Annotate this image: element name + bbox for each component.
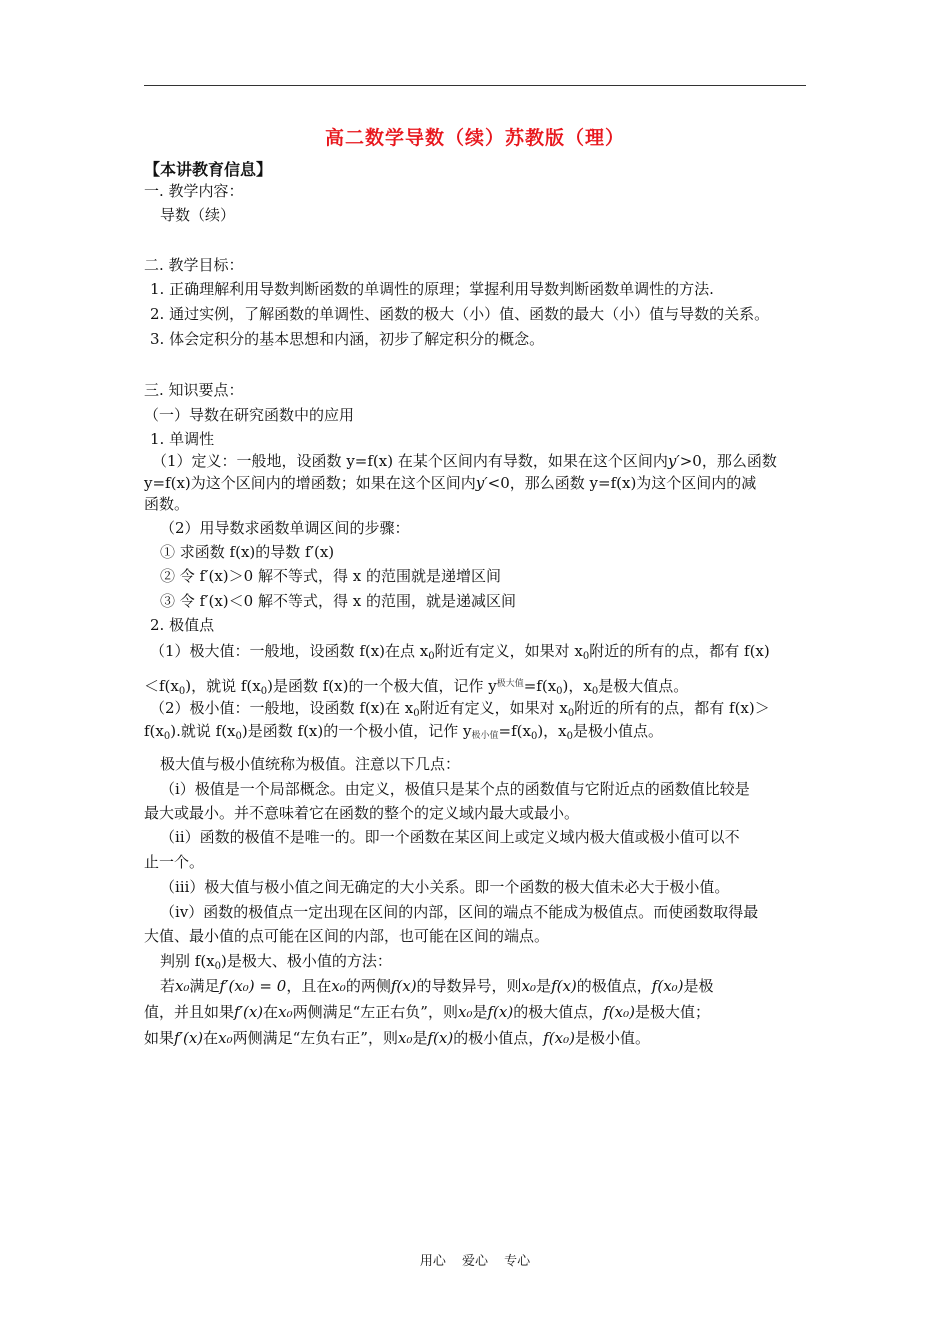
math-x0: x₀: [175, 977, 190, 995]
math-fprime-x0-eq-0: f′(x₀) = 0: [219, 977, 287, 995]
max-def-line-2: $<f(x_0)$，就说 $f(x_0)$是函数 f(x)的一个极大值，记作 $y^{极大值}=f(x_0)$，$x_0$是极大值点。: [144, 677, 689, 697]
step-1: ① 求函数 f(x)的导数 f′(x): [160, 543, 335, 561]
note-1-line-1: （ⅰ）极值是一个局部概念。由定义，极值只是某个点的函数值与它附近点的函数值比较是: [160, 780, 750, 798]
steps-title: （2）用导数求函数单调区间的步骤：: [160, 519, 410, 537]
objective-1: 1. 正确理解利用导数判断函数的单调性的原理；掌握利用导数判断函数单调性的方法.: [150, 280, 714, 298]
judge-title: 判别 $f(x_0)$是极大、极小值的方法：: [160, 952, 392, 972]
rule-line-3: 如果f′(x)在x₀两侧满足“左负右正”，则x₀是f(x)的极小值点，f(x₀)是极小值。: [144, 1029, 650, 1047]
extreme-title: 2. 极值点: [150, 616, 215, 634]
page-footer: 用心 爱心 专心: [419, 1254, 531, 1269]
sec2-heading: 二. 教学目标：: [144, 256, 244, 274]
step-3: ③ 令 f′(x)＜0 解不等式，得 x 的范围，就是递减区间: [160, 592, 516, 610]
note-2-line-2: 止一个。: [144, 853, 205, 871]
min-def-line-2: $f(x_0)$.就说 $f(x_0)$是函数 f(x)的一个极小值，记作 $y_{极小值}=f(x_0)$，$x_0$是极小值点。: [144, 722, 664, 742]
min-def-line-1: （2）极小值：一般地，设函数 f(x)在 $x_0$附近有定义，如果对 $x_0$附近的所有的点，都有 f(x)＞: [150, 699, 770, 719]
rule-line-2: 值，并且如果f′(x)在x₀两侧满足“左正右负”，则x₀是f(x)的极大值点，f(x₀)是极大值；: [144, 1003, 710, 1021]
header-rule: [144, 85, 806, 86]
note-title: 极大值与极小值统称为极值。注意以下几点：: [160, 755, 461, 773]
section-header: 【本讲教育信息】: [144, 160, 273, 179]
sec3-heading: 三. 知识要点：: [144, 381, 244, 399]
sec1-content: 导数（续）: [160, 206, 236, 224]
def-line-2: y=f(x)为这个区间内的增函数；如果在这个区间内y′<0，那么函数 y=f(x)为这个区间内的减: [144, 474, 757, 492]
note-4-line-2: 大值、最小值的点可能在区间的内部，也可能在区间的端点。: [144, 927, 550, 945]
monotonic-title: 1. 单调性: [150, 430, 215, 448]
def-line-1: （1）定义：一般地，设函数 y=f(x) 在某个区间内有导数，如果在这个区间内y′>0，那么函数: [152, 452, 777, 470]
def-line-3: 函数。: [144, 495, 190, 513]
sub1-heading: （一）导数在研究函数中的应用: [144, 406, 355, 424]
note-3: （ⅲ）极大值与极小值之间无确定的大小关系。即一个函数的极大值未必大于极小值。: [160, 878, 730, 896]
note-1-line-2: 最大或最小。并不意味着它在函数的整个的定义域内最大或最小。: [144, 804, 580, 822]
objective-2: 2. 通过实例，了解函数的单调性、函数的极大（小）值、函数的最大（小）值与导数的关系。: [150, 305, 770, 323]
max-def-line-1: （1）极大值：一般地，设函数 f(x)在点 $x_0$附近有定义，如果对 $x_0$附近的所有的点，都有 f(x): [150, 642, 770, 662]
note-2-line-1: （ⅱ）函数的极值不是唯一的。即一个函数在某区间上或定义域内极大值或极小值可以不: [160, 828, 740, 846]
note-4-line-1: （ⅳ）函数的极值点一定出现在区间的内部，区间的端点不能成为极值点。而使函数取得最: [160, 903, 759, 921]
objective-3: 3. 体会定积分的基本思想和内涵，初步了解定积分的概念。: [150, 330, 545, 348]
sec1-heading: 一. 教学内容：: [144, 182, 244, 200]
page-title: 高二数学导数（续）苏教版（理）: [324, 127, 625, 149]
step-2: ② 令 f′(x)＞0 解不等式，得 x 的范围就是递增区间: [160, 567, 501, 585]
rule-line-1: 若x₀满足f′(x₀) = 0，且在x₀的两侧f(x)的导数异号，则x₀是f(x)的极值点，f(x₀)是极: [160, 977, 714, 995]
